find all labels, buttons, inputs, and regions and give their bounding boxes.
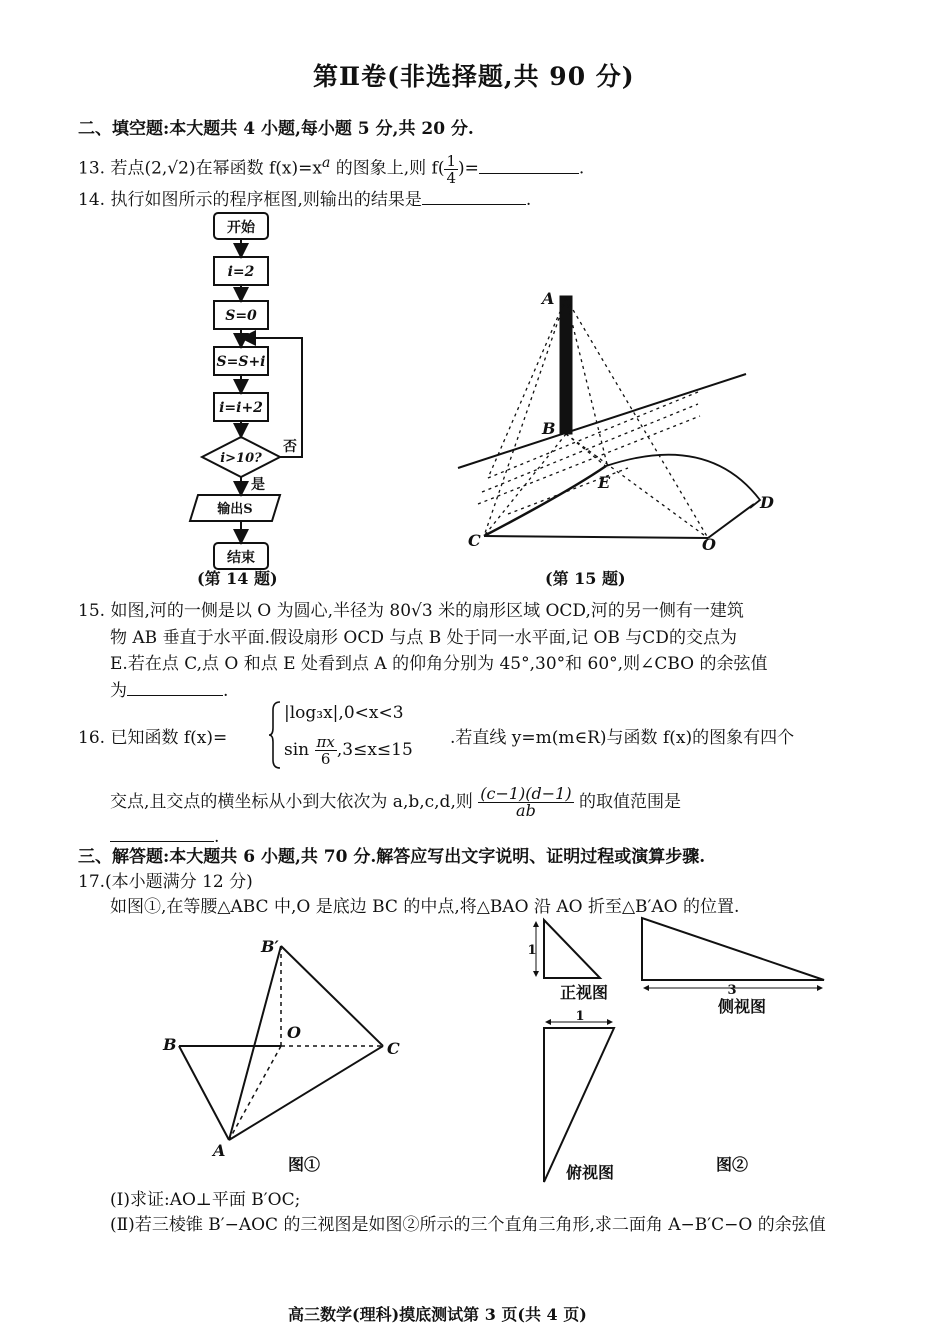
- fig15-label-o: O: [702, 535, 716, 554]
- flow-init-i-text: i=2: [227, 264, 255, 280]
- fig2-figure: [520, 910, 840, 1192]
- q15-line-2: 物 AB 垂直于水平面.假设扇形 OCD 与点 B 处于同一水平面,记 OB 与CD的交点为: [110, 628, 737, 648]
- top-view-label: 俯视图: [565, 1163, 615, 1182]
- fig15-label-d: D: [760, 493, 774, 512]
- side-view-triangle: [642, 918, 824, 980]
- flow-init-s-text: S=0: [225, 308, 257, 324]
- q16-suffix: .若直线 y=m(m∈R)与函数 f(x)的图象有四个: [450, 728, 795, 748]
- flow-yes-label: 是: [251, 477, 265, 493]
- q15-line-4-text: 为: [110, 681, 127, 701]
- q15-line-1: 15. 如图,河的一侧是以 O 为圆心,半径为 80√3 米的扇形区域 OCD,河的另一侧有一建筑: [78, 601, 744, 621]
- q13-answer-blank[interactable]: [479, 157, 579, 174]
- q15-line-3: E.若在点 C,点 O 和点 E 处看到点 A 的仰角分别为 45°,30°和 60°,则∠CBO 的余弦值: [110, 654, 768, 674]
- fig1-label-a: A: [213, 1141, 226, 1160]
- q17-part-1: (Ⅰ)求证:AO⊥平面 B′OC;: [110, 1190, 301, 1210]
- front-view-dimension: 1: [527, 943, 537, 958]
- q16-case-1: |log₃x|,0<x<3: [284, 703, 404, 723]
- q17-header: 17.(本小题满分 12 分): [78, 872, 253, 892]
- q16-case-2-den: 6: [320, 750, 331, 768]
- flow-start-text: 开始: [227, 220, 255, 236]
- q16-prefix: 16. 已知函数 f(x)=: [78, 728, 228, 748]
- q13-frac-den: 4: [446, 168, 456, 187]
- fig1-caption: 图①: [288, 1155, 321, 1174]
- q16-line-2: [110, 786, 681, 819]
- q16-line-2-num: (c−1)(d−1): [480, 784, 572, 803]
- top-view-triangle: [544, 1028, 614, 1182]
- q16-answer-line: [110, 825, 219, 848]
- fig15-label-c: C: [468, 531, 481, 550]
- q16-case-2-num: πx: [316, 733, 335, 751]
- q16-end: .: [214, 827, 220, 847]
- flow-condition-text: i>10?: [220, 451, 262, 466]
- q16-case-2-range: ,3≤x≤15: [336, 740, 413, 760]
- q16-brace: [268, 700, 282, 770]
- fig15-label-e: E: [598, 473, 611, 492]
- fig2-caption: 图②: [716, 1155, 749, 1174]
- flowchart-figure: [180, 205, 330, 575]
- flow-update-s-text: S=S+i: [216, 354, 266, 370]
- fig15-label-b: B: [542, 419, 556, 438]
- fig15-label-a: A: [542, 289, 555, 308]
- q13-suffix: )=: [458, 158, 479, 179]
- fig1-label-bprime: B′: [261, 937, 279, 956]
- fig1-label-c: C: [387, 1039, 400, 1058]
- side-view-label: 侧视图: [717, 997, 767, 1016]
- side-view-dimension: 3: [727, 983, 737, 998]
- page-footer: 高三数学(理科)摸底测试第 3 页(共 4 页): [288, 1305, 587, 1324]
- front-view-label: 正视图: [559, 983, 609, 1002]
- q16-line-2-text: 交点,且交点的横坐标从小到大依次为 a,b,c,d,则: [110, 792, 473, 812]
- fig1-label-o: O: [287, 1023, 301, 1042]
- fig1-label-b: B: [163, 1035, 177, 1054]
- q16-case-2: [284, 734, 413, 767]
- q16-line-2-den: ab: [516, 801, 536, 820]
- fig15-caption: (第 15 题): [545, 569, 626, 588]
- q13-exponent: a: [321, 155, 331, 171]
- q13-end: .: [578, 158, 585, 179]
- flow-no-label: 否: [283, 439, 297, 455]
- q15-answer-blank[interactable]: [127, 679, 223, 696]
- q17-part-2: (Ⅱ)若三棱锥 B′−AOC 的三视图是如图②所示的三个直角三角形,求二面角 A−B′C−O 的余弦值: [110, 1215, 826, 1235]
- q16-line-2-fraction: [478, 786, 573, 819]
- building-ab: [560, 296, 572, 434]
- front-view-triangle: [544, 920, 600, 978]
- section-heading-fill-in: 二、填空题:本大题共 4 小题,每小题 5 分,共 20 分.: [78, 119, 474, 139]
- section-heading-solutions: 三、解答题:本大题共 6 小题,共 70 分.解答应写出文字说明、证明过程或演算步骤.: [78, 847, 706, 867]
- q16-answer-blank[interactable]: [110, 825, 214, 842]
- q15-line-4: [110, 679, 228, 702]
- q13-prefix: 13. 若点(2,√2)在幂函数 f(x)=x: [78, 158, 322, 179]
- q17-intro: 如图①,在等腰△ABC 中,O 是底边 BC 的中点,将△BAO 沿 AO 折至△B′AO 的位置.: [110, 897, 740, 917]
- q13-frac-num: 1: [446, 151, 456, 170]
- q14-answer-blank[interactable]: [422, 188, 526, 205]
- q13-fraction: [444, 153, 458, 186]
- flow-update-i-text: i=i+2: [219, 400, 263, 416]
- q15-end: .: [223, 681, 229, 701]
- q13-mid: 的图象上,则 f(: [330, 158, 445, 179]
- flow-output-text: 输出S: [217, 502, 253, 517]
- q16-case-2-fraction: [315, 734, 337, 767]
- river-bank-line: [458, 374, 746, 468]
- flow-end-text: 结束: [227, 550, 255, 566]
- fig1-figure: [155, 930, 425, 1160]
- q16-line-2-tail: 的取值范围是: [579, 792, 681, 812]
- top-view-dimension: 1: [575, 1009, 585, 1024]
- fig15-figure: [448, 282, 774, 554]
- question-13: [78, 152, 584, 186]
- page-title: 第Ⅱ卷(非选择题,共 90 分): [313, 62, 635, 91]
- fig14-caption: (第 14 题): [197, 569, 278, 588]
- q14-end: .: [525, 190, 532, 210]
- q16-case-2-sin: sin: [284, 740, 310, 760]
- q14-text: 14. 执行如图所示的程序框图,则输出的结果是: [78, 190, 422, 210]
